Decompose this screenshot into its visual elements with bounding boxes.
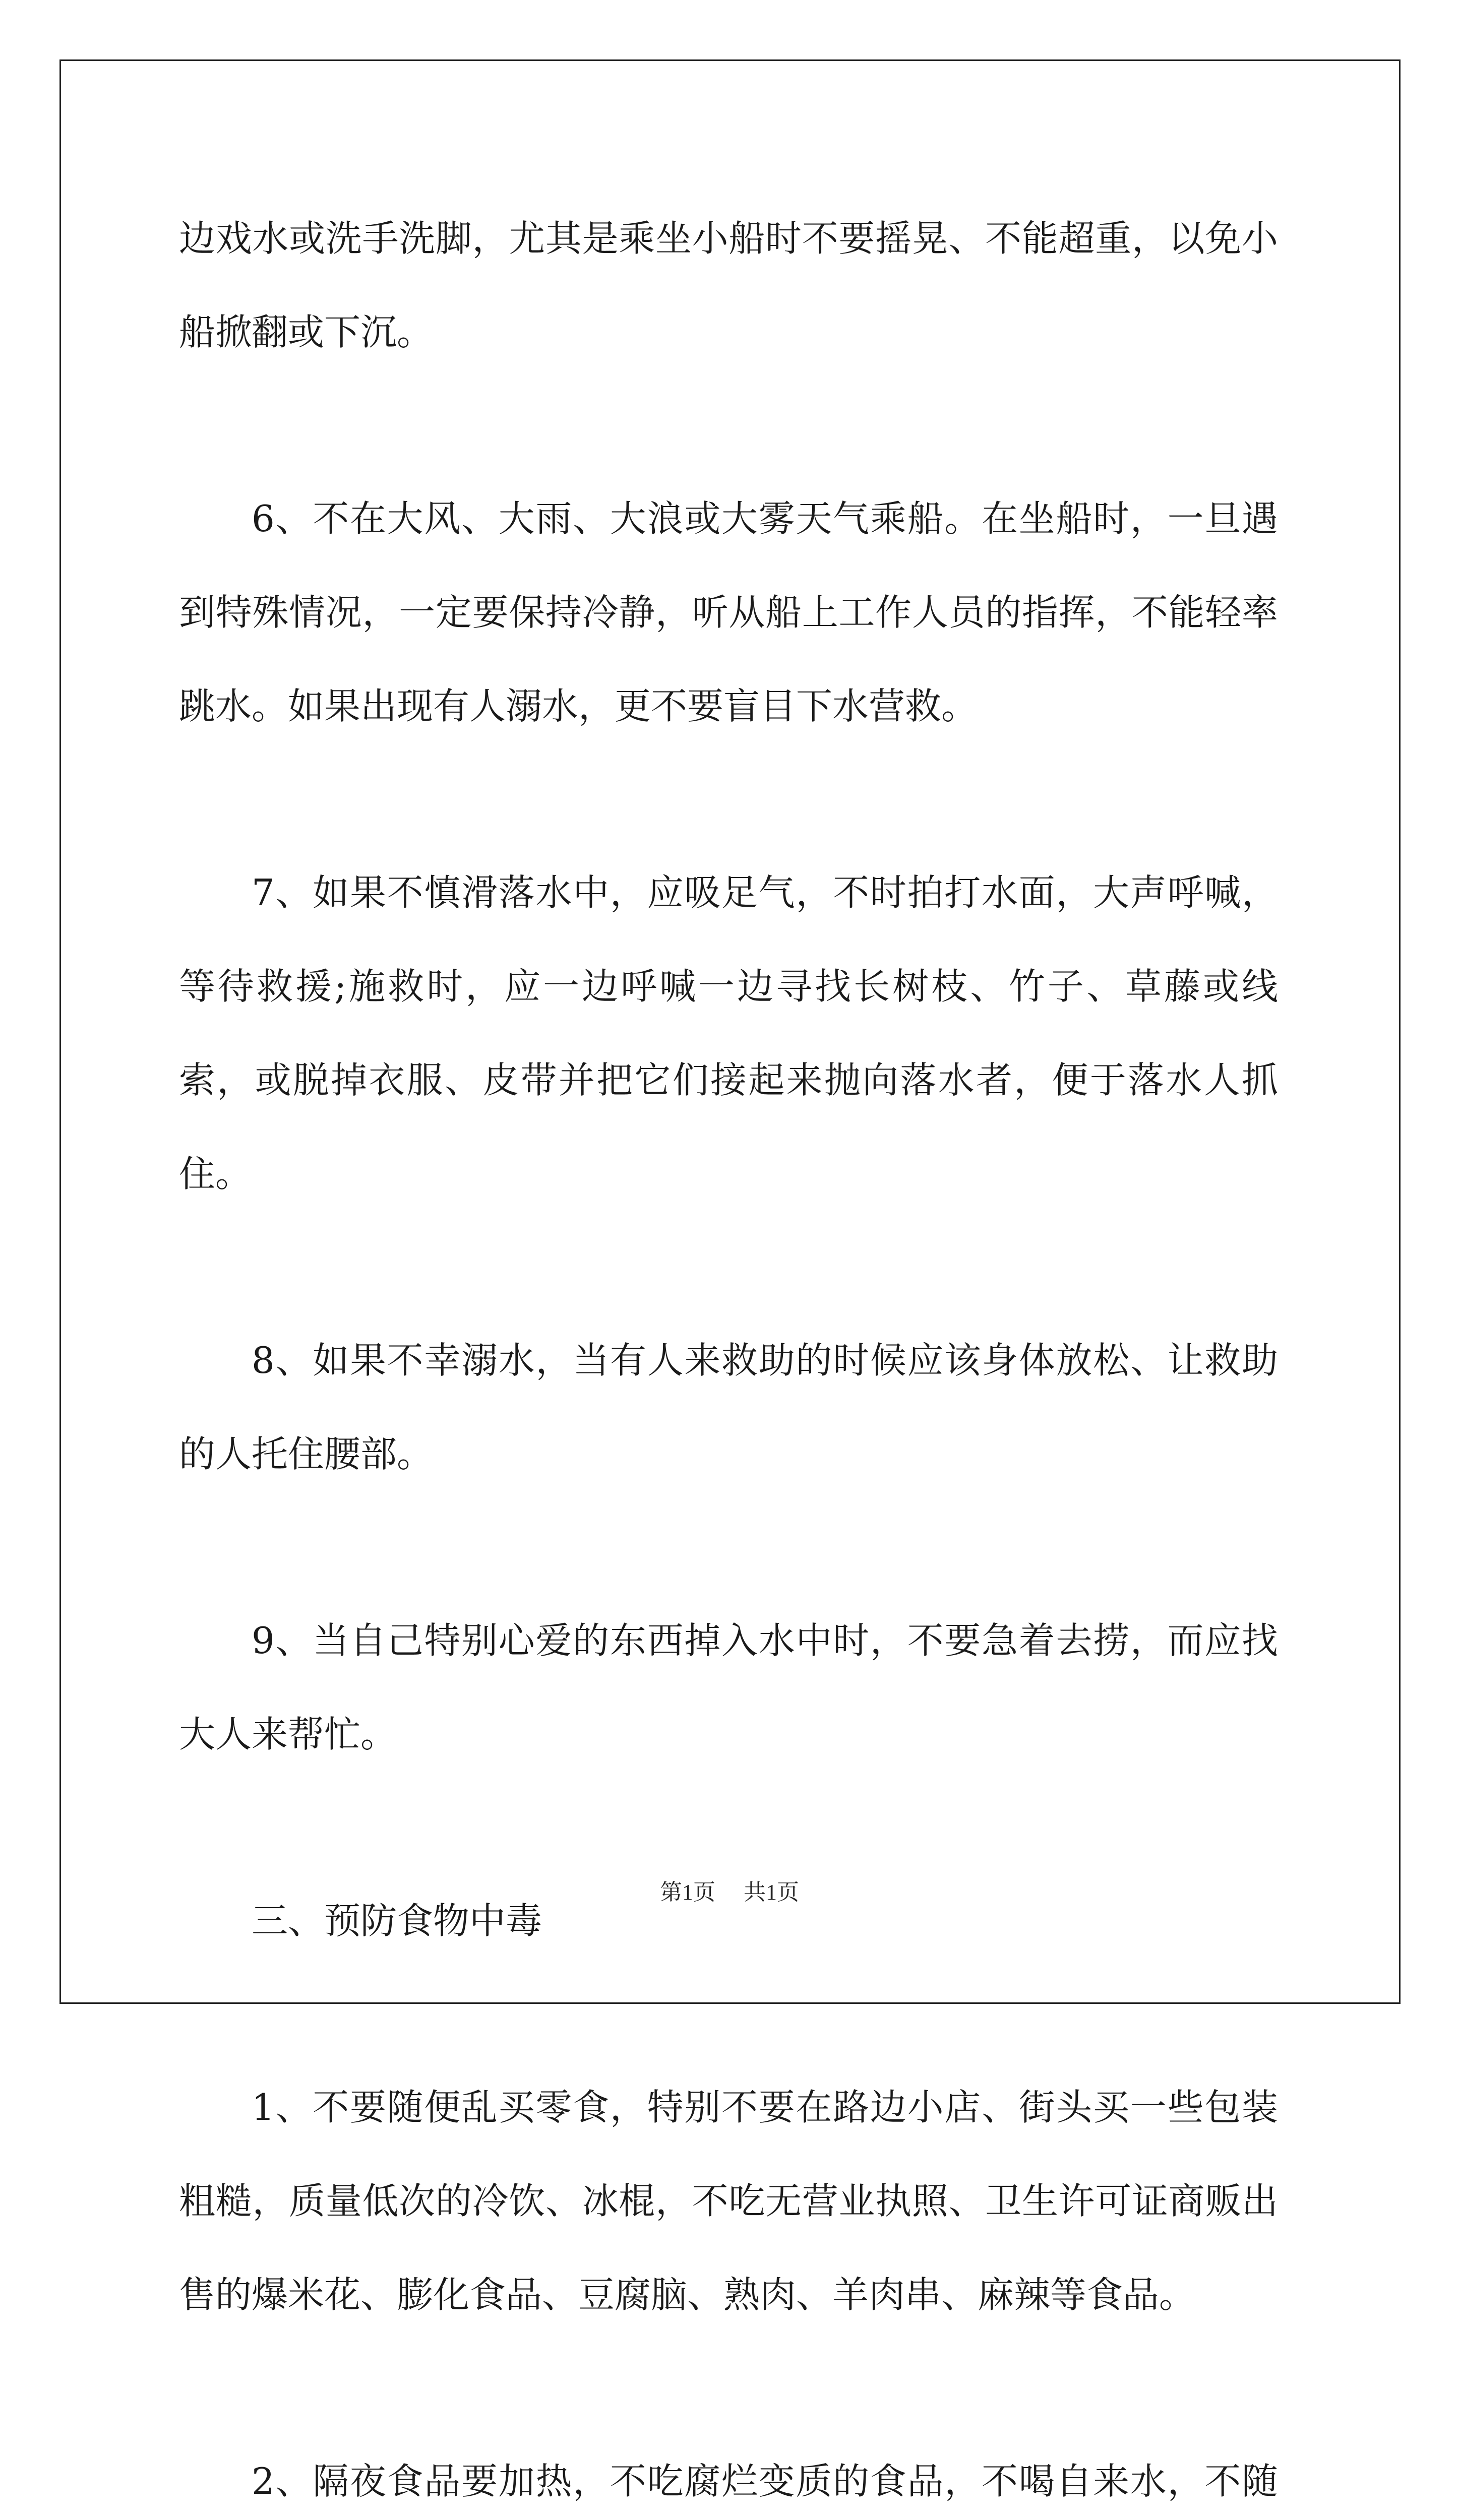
paragraph-item-1: 1、不要随便乱买零食，特别不要在路边小店、街头买一些包装粗糙，质量低次的冷饮、冰棍，不吃无营业执照、卫生许可证商贩出售的爆米花、膨化食品、豆腐脑、熟肉、羊肉串、麻辣等食品。 [179, 2086, 1278, 2316]
section-heading: 三、预防食物中毒 [252, 1900, 542, 1942]
paragraph-item-2: 2、隔夜食品要加热，不吃腐烂变质的食品，不喝自来水，不随 [252, 2460, 1278, 2502]
page-total: 共1页 [744, 1880, 799, 1905]
page-number: 第1页 [660, 1880, 715, 1905]
paragraph-item-8: 8、如果不幸溺水，当有人来救助的时候应该身体放松、让救助的人托住腰部。 [179, 1339, 1278, 1475]
document-body [179, 192, 1278, 2520]
paragraph-continuation: 边戏水或洗手洗脚，尤其是乘坐小船时不要摇晃、不能超重，以免小船掀翻或下沉。 [179, 217, 1278, 353]
paragraph-item-9: 9、当自己特别心爱的东西掉入水中时，不要急着去捞，而应找大人来帮忙。 [179, 1619, 1278, 1755]
page-footer [0, 1874, 1459, 1906]
paragraph-item-6: 6、不在大风、大雨、大浪或大雾天气乘船。在坐船时，一旦遇到特殊情况，一定要保持冷静，听从船上工作人员的指挥，不能轻率跳水。如果出现有人溺水，更不要盲目下水营救。 [179, 497, 1278, 727]
paragraph-item-7: 7、如果不慎滑落水中，应吸足气，不时拍打水面，大声呼喊，等待救援;施救时，应一边呼喊一边寻找长树枝、竹子、草藤或线索，或脱掉衣服、皮带并把它们接起来抛向落水者，便于落水人抓住。 [179, 871, 1278, 1195]
